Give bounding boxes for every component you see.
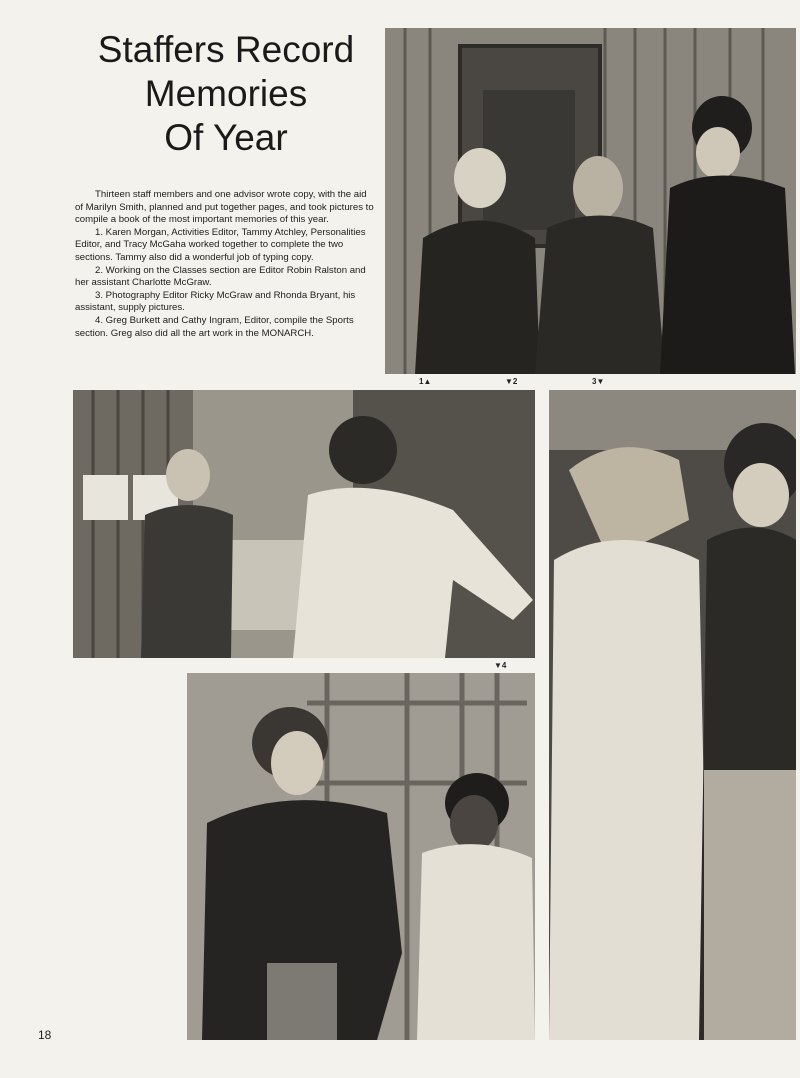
caption-2-paragraph: 2. Working on the Classes section are Editor Robin Ralston and her assistant Charlotte McGraw. [75, 264, 366, 289]
title-line-3: Of Year [164, 117, 288, 158]
intro-paragraph: Thirteen staff members and one advisor wrote copy, with the aid of Marilyn Smith, planned and put together pages, and took pictures to compile a book of the most important memories of this year. [75, 189, 374, 226]
title-line-2: Memories [144, 73, 308, 114]
title-line-1: Staffers Record [97, 29, 355, 70]
photo-sports-staffers [187, 673, 535, 1040]
photo-staffers-classes [73, 390, 535, 658]
photo-photography-staffers [549, 390, 796, 1040]
caption-1-paragraph: 1. Karen Morgan, Activities Editor, Tammy Atchley, Personalities Editor, and Tracy McGaha worked together to complete the two sections. Tammy also did a wonderful job of typing copy. [75, 226, 366, 263]
photo-marker-1: 1▲ [419, 377, 432, 386]
article-body [75, 189, 375, 340]
photo-staffers-activities [385, 28, 796, 374]
photo-marker-2: ▼2 [505, 377, 518, 386]
photo-marker-3: 3▼ [592, 377, 605, 386]
page-number: 18 [38, 1028, 52, 1042]
photo-marker-4: ▼4 [494, 661, 507, 670]
caption-4-paragraph: 4. Greg Burkett and Cathy Ingram, Editor, compile the Sports section. Greg also did all the art work in the MONARCH. [75, 314, 354, 339]
caption-3-paragraph: 3. Photography Editor Ricky McGraw and Rhonda Bryant, his assistant, supply pictures. [75, 289, 356, 314]
page-title [70, 28, 382, 160]
